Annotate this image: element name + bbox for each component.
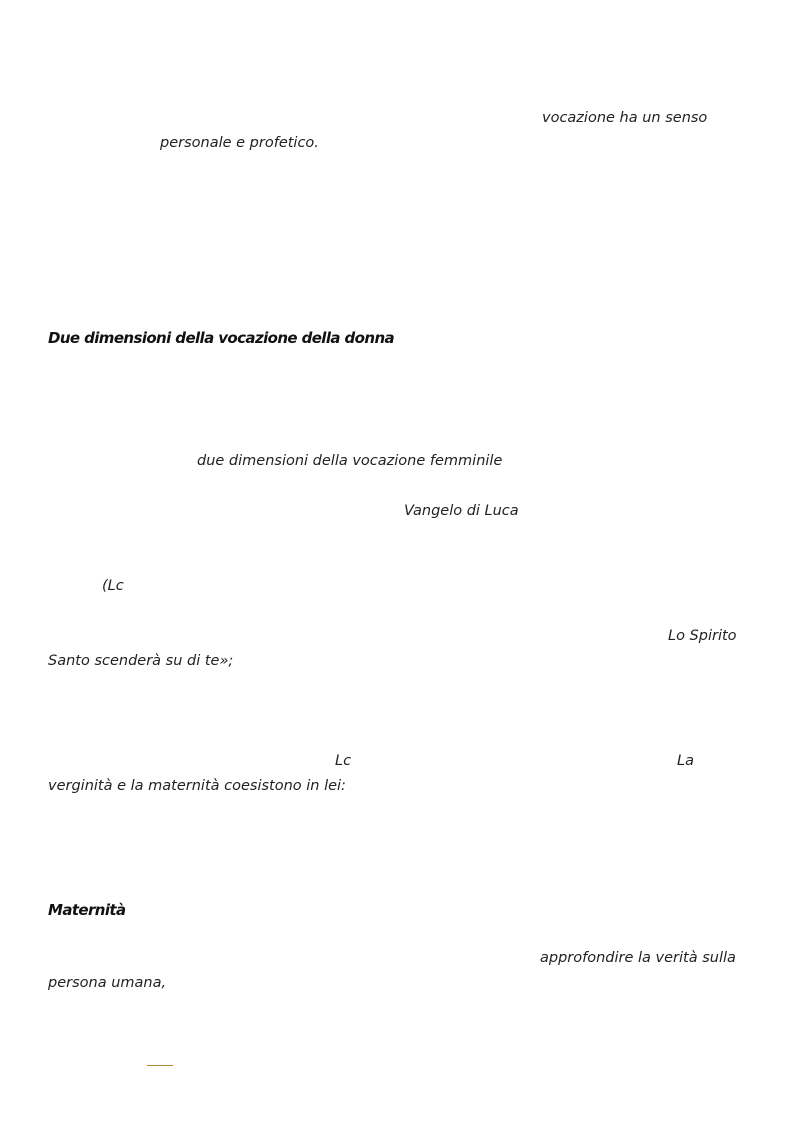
section-heading-maternita: Maternità — [48, 901, 126, 919]
section-heading-due-dimensioni: Due dimensioni della vocazione della donna — [48, 329, 395, 347]
text-fragment-due-dimensioni: due dimensioni della vocazione femminile — [197, 453, 503, 469]
text-fragment-vangelo: Vangelo di Luca — [404, 503, 519, 519]
text-fragment-santo: Santo scenderà su di te»; — [48, 653, 234, 669]
text-fragment-la: La — [677, 753, 694, 769]
text-fragment-lc: Lc — [335, 753, 352, 769]
text-fragment-personale: personale e profetico. — [160, 135, 319, 151]
footnote-separator-line — [147, 1065, 173, 1066]
text-fragment-verginita: verginità e la maternità coesistono in lei: — [48, 778, 346, 794]
text-fragment-vocazione: vocazione ha un senso — [542, 110, 708, 126]
text-fragment-approfondire: approfondire la verità sulla — [540, 950, 736, 966]
text-fragment-persona-umana: persona umana, — [48, 975, 167, 991]
text-fragment-lo-spirito: Lo Spirito — [668, 628, 737, 644]
text-fragment-lc-citation: (Lc — [102, 578, 124, 594]
